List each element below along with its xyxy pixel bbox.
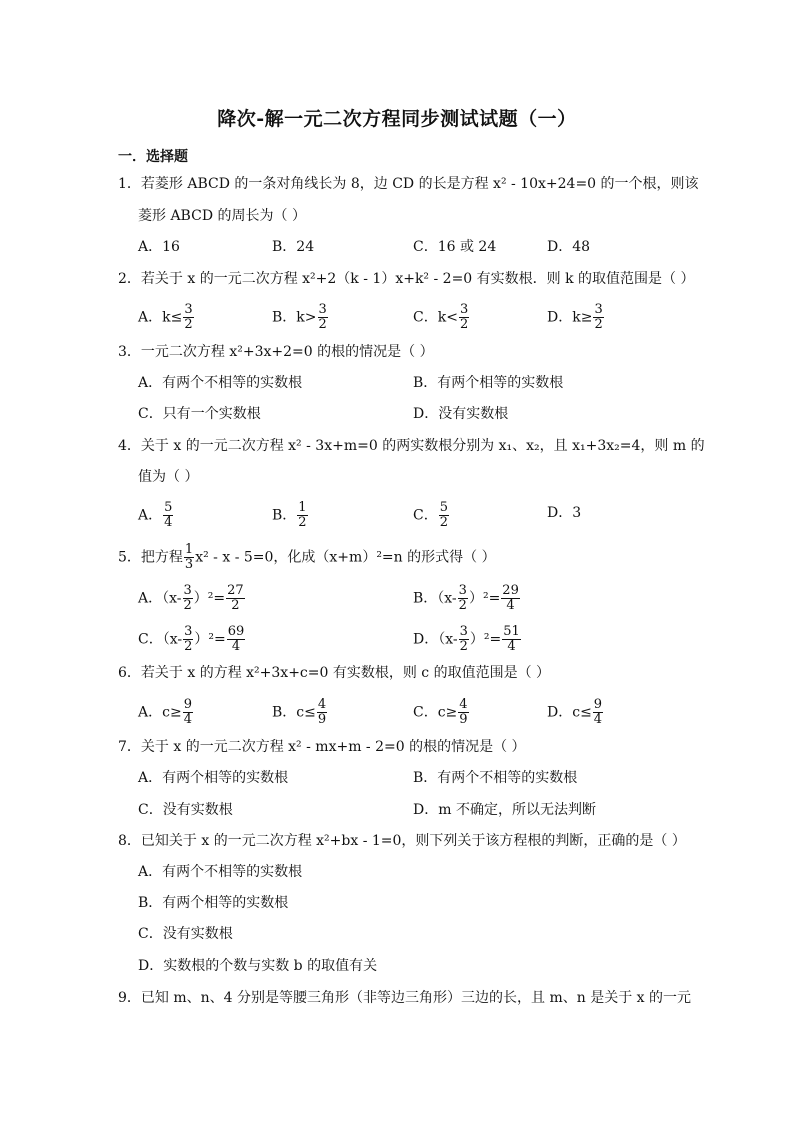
q6-a-num: 9 xyxy=(183,697,192,712)
q5-d-post: ）²= xyxy=(469,631,502,648)
q6-b-den: 9 xyxy=(317,712,327,727)
q2-b-fraction xyxy=(318,303,328,332)
q4-c-num: 5 xyxy=(439,500,448,515)
question-5-line-1 xyxy=(118,543,496,572)
q4-b-num: 1 xyxy=(298,500,307,515)
q5-coef-fraction xyxy=(184,543,194,572)
q7-option-c: C．没有实数根 xyxy=(138,802,233,818)
q6-c-fraction xyxy=(458,698,468,727)
q5-b-inner-num: 3 xyxy=(458,583,467,598)
question-1-line-1: 1．若菱形 ABCD 的一条对角线长为 8，边 CD 的长是方程 x² - 10x+24=0 的一个根，则该 xyxy=(118,176,699,192)
q7-option-a: A．有两个相等的实数根 xyxy=(138,770,289,786)
page-title: 降次-解一元二次方程同步测试试题（一） xyxy=(217,108,577,130)
q5-c-rhs xyxy=(227,625,246,654)
q4-a-fraction xyxy=(163,501,173,530)
q1-option-a: A．16 xyxy=(138,239,180,255)
q5-d-pre: D．（x- xyxy=(413,631,458,648)
q4-a-label: A． xyxy=(138,507,163,524)
q3-option-b: B．有两个相等的实数根 xyxy=(413,375,564,391)
q4-c-label: C． xyxy=(413,507,438,524)
q6-d-label: D．c≤ xyxy=(547,704,592,721)
q5-pre: 5．把方程 xyxy=(118,549,183,566)
q4-c-fraction xyxy=(439,501,449,530)
q8-option-c: C．没有实数根 xyxy=(138,926,233,942)
q5-post: x² - x - 5=0，化成（x+m）²=n 的形式得（ ） xyxy=(195,549,496,566)
q6-b-label: B．c≤ xyxy=(272,704,316,721)
q5-c-inner-den: 2 xyxy=(184,639,193,654)
q5-a-inner-num: 3 xyxy=(183,583,192,598)
q5-c-inner xyxy=(183,625,193,654)
q5-b-rhs xyxy=(501,584,520,613)
q2-c-label: C．k< xyxy=(413,309,458,326)
q2-a-num: 3 xyxy=(184,302,193,317)
q5-d-num: 51 xyxy=(503,624,520,639)
q2-b-label: B．k> xyxy=(272,309,317,326)
q5-b-inner xyxy=(458,584,468,613)
section-heading: 一．选择题 xyxy=(118,149,188,165)
q6-option-a xyxy=(138,698,194,727)
q5-option-a xyxy=(138,584,246,613)
q6-c-num: 4 xyxy=(459,697,468,712)
q2-c-num: 3 xyxy=(459,302,469,317)
q6-option-b xyxy=(272,698,328,727)
q6-b-fraction xyxy=(317,698,327,727)
q2-a-label: A．k≤ xyxy=(138,309,183,326)
q5-coef-den: 3 xyxy=(184,557,194,572)
q2-d-fraction xyxy=(593,303,603,332)
q5-b-pre: B．（x- xyxy=(413,590,457,607)
q5-b-den: 4 xyxy=(506,598,515,613)
q6-a-label: A．c≥ xyxy=(138,704,182,721)
q2-b-num: 3 xyxy=(318,302,327,317)
q5-a-post: ）²= xyxy=(193,590,226,607)
q2-c-fraction xyxy=(459,303,469,332)
q5-c-num: 69 xyxy=(227,624,245,639)
q4-option-b xyxy=(272,501,309,530)
question-6-line-1: 6．若关于 x 的方程 x²+3x+c=0 有实数根，则 c 的取值范围是（ ） xyxy=(118,665,551,681)
question-3-line-1: 3．一元二次方程 x²+3x+2=0 的根的情况是（ ） xyxy=(118,344,434,360)
q5-option-b xyxy=(413,584,521,613)
q8-option-d: D．实数根的个数与实数 b 的取值有关 xyxy=(138,958,378,974)
q1-option-c: C．16 或 24 xyxy=(413,239,497,255)
q5-a-pre: A．（x- xyxy=(138,590,182,607)
q5-d-inner-den: 2 xyxy=(459,639,468,654)
question-1-line-2: 菱形 ABCD 的周长为（ ） xyxy=(138,208,306,224)
q5-a-inner xyxy=(183,584,193,613)
q6-a-fraction xyxy=(183,698,193,727)
q5-c-den: 4 xyxy=(231,639,241,654)
q1-option-d: D．48 xyxy=(547,239,591,255)
q3-option-c: C．只有一个实数根 xyxy=(138,406,261,422)
q5-c-inner-num: 3 xyxy=(184,624,193,639)
q4-b-den: 2 xyxy=(298,515,307,530)
q2-c-den: 2 xyxy=(459,317,469,332)
q4-a-num: 5 xyxy=(164,500,173,515)
q5-d-inner-num: 3 xyxy=(459,624,468,639)
q2-a-fraction xyxy=(183,303,193,332)
q8-option-b: B．有两个相等的实数根 xyxy=(138,895,289,911)
question-7-line-1: 7．关于 x 的一元二次方程 x² - mx+m - 2=0 的根的情况是（ ） xyxy=(118,739,526,755)
q6-a-den: 4 xyxy=(183,712,192,727)
q4-b-fraction xyxy=(297,501,307,530)
q2-option-c xyxy=(413,303,470,332)
q5-c-pre: C．（x- xyxy=(138,631,183,648)
q4-option-c xyxy=(413,501,450,530)
q8-option-a: A．有两个不相等的实数根 xyxy=(138,864,303,880)
q2-d-den: 2 xyxy=(594,317,603,332)
q4-a-den: 4 xyxy=(164,515,173,530)
q5-option-d xyxy=(413,625,522,654)
q3-option-d: D．没有实数根 xyxy=(413,406,509,422)
q4-b-label: B． xyxy=(272,507,297,524)
question-9-line-1: 9．已知 m、n、4 分别是等腰三角形（非等边三角形）三边的长，且 m、n 是关于 x 的一元 xyxy=(118,990,691,1006)
q2-option-d xyxy=(547,303,605,332)
q5-a-inner-den: 2 xyxy=(183,598,192,613)
q5-d-den: 4 xyxy=(507,639,516,654)
q6-d-num: 9 xyxy=(593,697,603,712)
q7-option-d: D．m 不确定，所以无法判断 xyxy=(413,802,596,818)
q5-b-post: ）²= xyxy=(468,590,501,607)
q2-d-num: 3 xyxy=(594,302,603,317)
q2-option-b xyxy=(272,303,329,332)
q4-option-a xyxy=(138,501,174,530)
q5-a-den: 2 xyxy=(231,598,240,613)
question-4-line-2: 值为（ ） xyxy=(138,469,199,485)
q2-d-label: D．k≥ xyxy=(547,309,593,326)
question-2-line-1: 2．若关于 x 的一元二次方程 x²+2（k - 1）x+k² - 2=0 有实数根．则 k 的取值范围是（ ） xyxy=(118,271,695,287)
q6-option-c xyxy=(413,698,470,727)
q5-d-inner xyxy=(459,625,469,654)
q5-a-num: 27 xyxy=(227,583,244,598)
q6-c-label: C．c≥ xyxy=(413,704,458,721)
question-8-line-1: 8．已知关于 x 的一元二次方程 x²+bx - 1=0，则下列关于该方程根的判断，正确的是（ ） xyxy=(118,833,686,849)
q1-option-b: B．24 xyxy=(272,239,315,255)
q4-option-d: D．3 xyxy=(547,505,582,521)
q5-a-rhs xyxy=(226,584,245,613)
q5-b-inner-den: 2 xyxy=(458,598,467,613)
q4-c-den: 2 xyxy=(439,515,448,530)
q3-option-a: A．有两个不相等的实数根 xyxy=(138,375,303,391)
q6-b-num: 4 xyxy=(317,697,327,712)
q6-d-fraction xyxy=(593,698,603,727)
q5-option-c xyxy=(138,625,246,654)
q2-option-a xyxy=(138,303,195,332)
question-4-line-1: 4．关于 x 的一元二次方程 x² - 3x+m=0 的两实数根分别为 x₁、x₂，且 x₁+3x₂=4，则 m 的 xyxy=(118,438,705,454)
q5-d-rhs xyxy=(502,625,521,654)
q5-coef-num: 1 xyxy=(184,542,194,557)
q6-option-d xyxy=(547,698,604,727)
q7-option-b: B．有两个不相等的实数根 xyxy=(413,770,578,786)
q5-b-num: 29 xyxy=(502,583,519,598)
q6-d-den: 4 xyxy=(593,712,603,727)
q2-a-den: 2 xyxy=(184,317,193,332)
q2-b-den: 2 xyxy=(318,317,327,332)
q6-c-den: 9 xyxy=(459,712,468,727)
q5-c-post: ）²= xyxy=(194,631,226,648)
